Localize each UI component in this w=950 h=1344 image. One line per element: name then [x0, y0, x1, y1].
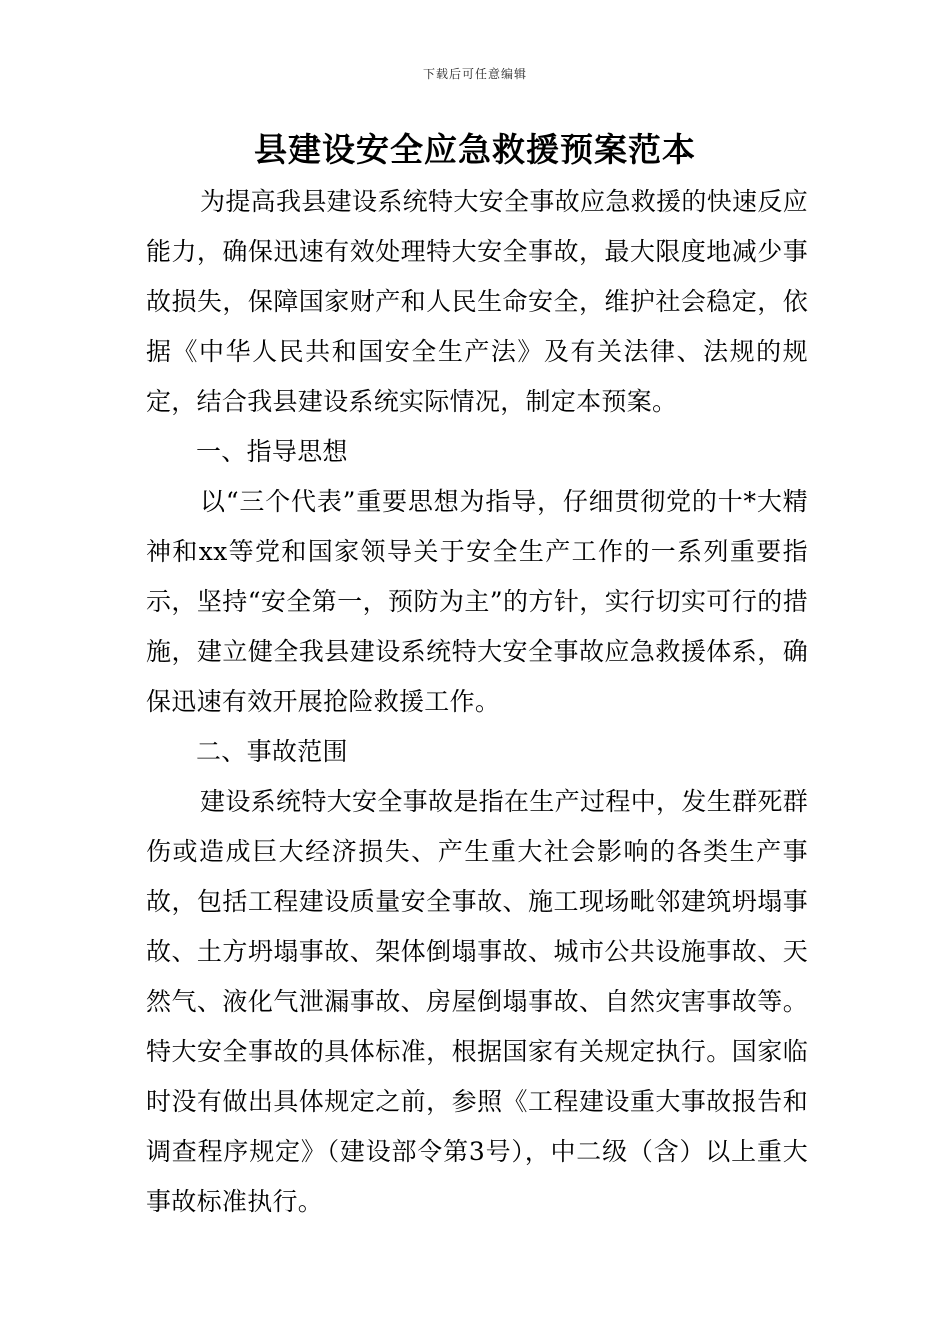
header-note: 下载后可任意编辑	[422, 67, 527, 81]
section-paragraph-guiding-principle: 以“三个代表”重要思想为指导，仔细贯彻党的十*大精神和xx等党和国家领导关于安全生产工作的一系列重要指示，坚持“安全第一，预防为主”的方针，实行切实可行的措施，建立健全我县建设系统特大安全事故应急救援体系，确保迅速有效开展抢险救援工作。	[146, 487, 808, 716]
section-heading-accident-scope: 二、事故范围	[196, 737, 348, 766]
document-body	[146, 177, 808, 1227]
document-title: 县建设安全应急救援预案范本	[254, 130, 696, 169]
intro-paragraph: 为提高我县建设系统特大安全事故应急救援的快速反应能力，确保迅速有效处理特大安全事故，最大限度地减少事故损失，保障国家财产和人民生命安全，维护社会稳定，依据《中华人民共和国安全生产法》及有关法律、法规的规定，结合我县建设系统实际情况，制定本预案。	[146, 187, 808, 416]
section-heading-guiding-principle: 一、指导思想	[196, 437, 348, 466]
section-paragraph-accident-scope: 建设系统特大安全事故是指在生产过程中，发生群死群伤或造成巨大经济损失、产生重大社会影响的各类生产事故，包括工程建设质量安全事故、施工现场毗邻建筑坍塌事故、土方坍塌事故、架体倒塌事故、城市公共设施事故、天然气、液化气泄漏事故、房屋倒塌事故、自然灾害事故等。特大安全事故的具体标准，根据国家有关规定执行。国家临时没有做出具体规定之前，参照《工程建设重大事故报告和调查程序规定》（建设部令第3号），中二级（含）以上重大事故标准执行。	[146, 787, 808, 1216]
